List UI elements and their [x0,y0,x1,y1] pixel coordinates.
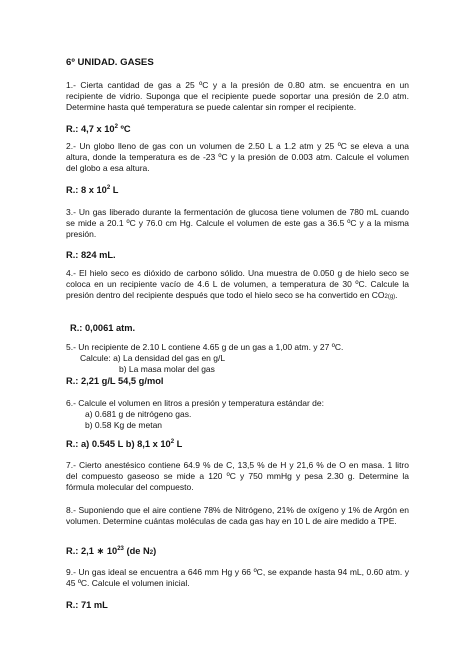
problem-6-answer-exponent: 2 [170,438,175,445]
problem-6-item-b: b) 0.58 Kg de metan [85,420,163,431]
problem-3-answer: R.: 824 mL. [66,250,116,260]
problem-4-body: 4.- El hielo seco es dióxido de carbono sólido. Una muestra de 0.050 g de hielo seco se coloca en un recipiente vacío de 4.6 L de volumen, a temperatura de 30 ºC. Calcule la presión dentro del recipiente después que todo el hielo seco se ha convertido en CO [66,268,409,301]
problem-1-answer-suffix: ºC [117,124,131,134]
problem-6-text [66,398,409,431]
problem-8-answer-exponent: 23 [117,545,124,552]
problem-5-line-1: 5.- Un recipiente de 2.10 L contiene 4.65 g de un gas a 1,00 atm. y 27 ºC. [66,342,344,352]
problem-5-line-3: b) La masa molar del gas [119,364,215,375]
problem-4-end: . [395,290,398,301]
problem-9-text: 9.- Un gas ideal se encuentra a 646 mm Hg y 66 ºC, se expande hasta 94 mL, 0.60 atm. y 45 ºC. Calcule el volumen inicial. [66,567,409,589]
problem-1-answer [66,123,131,135]
problem-8-answer-end: ) [153,546,157,556]
problem-9-answer: R.: 71 mL [66,600,108,610]
problem-7-text: 7.- Cierto anestésico contiene 64.9 % de C, 13,5 % de H y 21,6 % de O en masa. 1 litro del compuesto gaseoso se mide a 120 ºC y 750 mmHg y pesa 2.30 g. Determine la fórmula molecular del compuesto. [66,460,409,493]
problem-8-answer-mid: (de N [123,546,150,556]
problem-6-item-a: a) 0.681 g de nitrógeno gas. [85,409,192,420]
problem-6-answer [66,438,182,450]
problem-1-text: 1.- Cierta cantidad de gas a 25 ºC y a la presión de 0.80 atm. se encuentra en un recipiente de vidrio. Suponga que el recipiente puede soportar una presión de 2.0 atm. Determine hasta qué temperatura se puede calentar sin romper el recipiente. [66,80,409,113]
problem-6-answer-suffix: L [174,439,183,449]
page-title: 6º UNIDAD. GASES [66,57,154,68]
problem-8-answer-subscript: 2 [149,550,154,556]
problem-5-text [66,342,409,375]
problem-5-line-2: Calcule: a) La densidad del gas en g/L [80,353,226,364]
problem-1-answer-exponent: 2 [114,123,118,130]
problem-4-answer: R.: 0,0061 atm. [70,323,136,333]
problem-4-text [66,268,409,303]
problem-8-text: 8.- Suponiendo que el aire contiene 78% de Nitrógeno, 21% de oxígeno y 1% de Argón en volumen. Determine cuántas moléculas de cada gas hay en 10 L de aire medido a TPE. [66,505,409,527]
problem-8-answer-prefix: R.: 2,1 ∗ 10 [66,546,118,556]
problem-3-text: 3.- Un gas liberado durante la fermentación de glucosa tiene volumen de 780 mL cuando se mide a 20.1 ºC y 76.0 cm Hg. Calcule el volumen de este gas a 36.5 ºC y a la misma presión. [66,207,409,240]
problem-5-answer: R.: 2,21 g/L 54,5 g/mol [66,376,164,386]
problem-2-answer-prefix: R.: 8 x 10 [66,185,107,195]
problem-6-answer-prefix: R.: a) 0.545 L b) 8,1 x 10 [66,439,171,449]
problem-6-line-1: 6.- Calcule el volumen en litros a presión y temperatura estándar de: [66,398,324,408]
problem-1-answer-prefix: R.: 4,7 x 10 [66,124,115,134]
problem-4-subscript: 2(g) [384,294,396,301]
problem-8-answer [66,545,156,559]
problem-2-answer-suffix: L [110,185,119,195]
problem-2-answer-exponent: 2 [106,184,111,191]
problem-2-answer [66,184,118,196]
problem-2-text: 2.- Un globo lleno de gas con un volumen de 2.50 L a 1.2 atm y 25 ºC se eleva a una altura, donde la temperatura es de -23 ºC y la presión de 0.003 atm. Calcule el volumen del globo a esa altura. [66,141,409,174]
